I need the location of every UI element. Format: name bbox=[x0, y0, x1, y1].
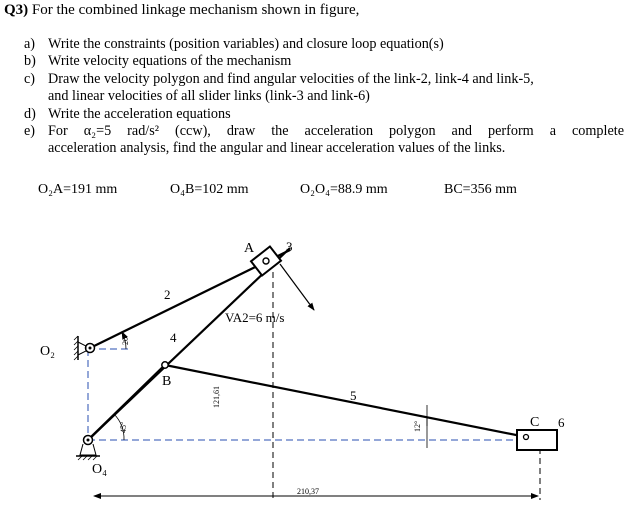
item-label: b) bbox=[24, 53, 36, 70]
item-text: Write velocity equations of the mechanism bbox=[48, 53, 292, 70]
label-link-4: 4 bbox=[170, 330, 177, 345]
item-text: Write the acceleration equations bbox=[48, 105, 231, 122]
label-velocity: VA2=6 m/s bbox=[225, 310, 285, 325]
dim-o4b: O₄B=102 mm bbox=[170, 182, 249, 197]
ground-o4 bbox=[76, 436, 100, 461]
label-link-2: 2 bbox=[164, 287, 171, 302]
question-number: Q3) bbox=[4, 2, 29, 18]
velocity-arrow bbox=[280, 264, 314, 310]
label-o2: O₂ bbox=[40, 344, 55, 359]
item-label: c) bbox=[24, 70, 36, 87]
dim-o2a: O₂A=191 mm bbox=[38, 182, 118, 197]
item-label: a) bbox=[24, 36, 36, 52]
label-angle-20: 20° bbox=[121, 333, 130, 345]
item-text: Write the constraints (position variables) and closure loop equation(s) bbox=[48, 36, 444, 52]
label-angle-45: 45° bbox=[119, 421, 128, 433]
label-a: A bbox=[244, 241, 255, 256]
item-text: Draw the velocity polygon and find angular velocities of the link-2, link-4 and link-5, bbox=[48, 70, 534, 87]
item-label: e) bbox=[24, 123, 36, 140]
question-text: For the combined linkage mechanism shown in figure, bbox=[31, 2, 360, 18]
label-link-5: 5 bbox=[350, 388, 357, 403]
item-text: For α₂=5 rad/s² (ccw), draw the acceleration polygon and perform a complete bbox=[48, 123, 624, 140]
label-b: B bbox=[162, 374, 172, 389]
slider-block-6 bbox=[517, 430, 557, 450]
label-c: C bbox=[530, 415, 540, 430]
ground-o2 bbox=[74, 336, 95, 360]
label-o4: O₄ bbox=[92, 462, 107, 477]
item-label: d) bbox=[24, 105, 36, 122]
label-link-6: 6 bbox=[558, 415, 565, 430]
joint-b bbox=[162, 362, 168, 368]
dim-bc: BC=356 mm bbox=[444, 182, 517, 197]
item-text-cont: acceleration analysis, find the angular and linear acceleration values of the links. bbox=[48, 140, 506, 157]
label-dim-vertical: 121,61 bbox=[212, 386, 221, 408]
label-link-3: 3 bbox=[286, 239, 293, 254]
dim-o2o4: O₂O₄=88.9 mm bbox=[300, 182, 388, 197]
item-text-cont: and linear velocities of all slider links (link-3 and link-6) bbox=[48, 88, 370, 105]
label-angle-12: 12° bbox=[413, 420, 422, 432]
label-dim-horizontal: 210,37 bbox=[297, 487, 319, 496]
